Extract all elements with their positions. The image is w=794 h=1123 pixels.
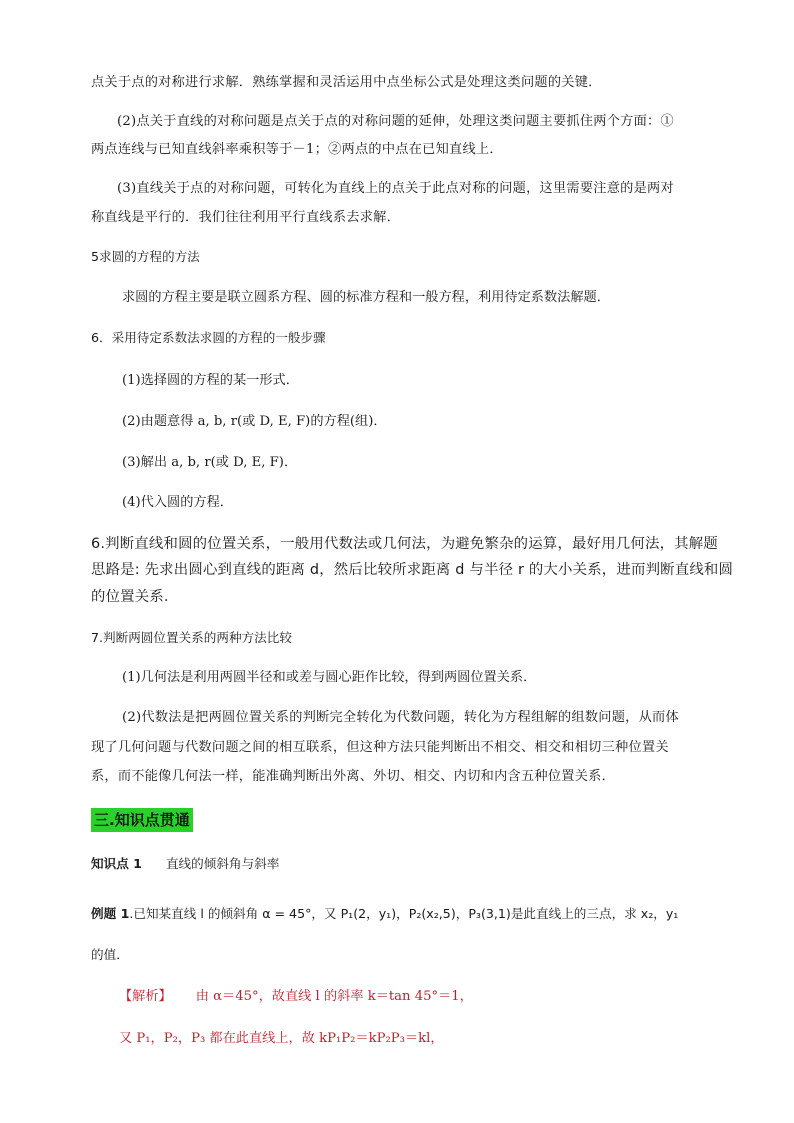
section-title: 6．采用待定系数法求圆的方程的一般步骤 [91, 330, 326, 345]
step-item: (1)选择圆的方程的某一形式． [122, 373, 299, 388]
step-item: (2)由题意得 a, b, r(或 D, E, F)的方程(组)． [122, 414, 387, 429]
knowledge-label: 知识点 1 [91, 856, 142, 871]
knowledge-title: 直线的倾斜角与斜率 [165, 856, 280, 871]
paragraph-line: 现了几何问题与代数问题之间的相互联系，但这种方法只能判断出不相交、相交和相切三种位置关 [91, 740, 669, 755]
paragraph-line: (2)代数法是把两圆位置关系的判断完全转化为代数问题，转化为方程组解的组数问题，从而体 [122, 710, 679, 725]
paragraph-line: 求圆的方程主要是联立圆系方程、圆的标准方程和一般方程，利用待定系数法解题． [122, 290, 610, 305]
example-label: 例题 1 [91, 906, 130, 921]
section-title: 5求圆的方程的方法 [91, 249, 200, 264]
step-item: (3)解出 a, b, r(或 D, E, F)． [122, 455, 298, 470]
paragraph-line: 称直线是平行的．我们往往利用平行直线系去求解． [91, 210, 401, 225]
example-line [91, 905, 678, 923]
paragraph-line: 的位置关系． [91, 589, 179, 605]
section-title: 7.判断两圆位置关系的两种方法比较 [91, 630, 292, 645]
section-heading: 三.知识点贯通 [91, 808, 193, 832]
solution-line [119, 988, 473, 1006]
knowledge-point [91, 855, 279, 873]
paragraph-line: 6.判断直线和圆的位置关系，一般用代数法或几何法，为避免繁杂的运算，最好用几何法，其解题 [91, 536, 718, 552]
step-item: (4)代入圆的方程． [122, 495, 233, 510]
paragraph-line: 思路是: 先求出圆心到直线的距离 d，然后比较所求距离 d 与半径 r 的大小关系，进而判断直线和圆 [91, 562, 734, 578]
solution-text: 由 α＝45°，故直线 l 的斜率 k＝tan 45°＝1， [195, 989, 473, 1004]
paragraph-line: 两点连线与已知直线斜率乘积等于－1；②两点的中点在已知直线上． [91, 142, 503, 157]
solution-tag: 【解析】 [119, 989, 172, 1004]
paragraph-line: 点关于点的对称进行求解．熟练掌握和灵活运用中点坐标公式是处理这类问题的关键． [91, 75, 602, 90]
paragraph-line: 系，而不能像几何法一样，能准确判断出外离、外切、相交、内切和内含五种位置关系． [91, 769, 616, 784]
solution-line: 又 P₁，P₂，P₃ 都在此直线上，故 kP₁P₂＝kP₂P₃＝kl， [119, 1031, 444, 1046]
paragraph-line: (1)几何法是利用两圆半径和或差与圆心距作比较，得到两圆位置关系． [122, 670, 537, 685]
example-text: .已知某直线 l 的倾斜角 α = 45°，又 P₁(2，y₁)，P₂(x₂,5)，P₃(3,1)是此直线上的三点，求 x₂，y₁ [129, 906, 679, 921]
paragraph-line: (2)点关于直线的对称问题是点关于点的对称问题的延伸，处理这类问题主要抓住两个方面：① [117, 114, 674, 129]
paragraph-line: (3)直线关于点的对称问题，可转化为直线上的点关于此点对称的问题，这里需要注意的是两对 [117, 181, 674, 196]
example-line: 的值． [91, 947, 129, 962]
